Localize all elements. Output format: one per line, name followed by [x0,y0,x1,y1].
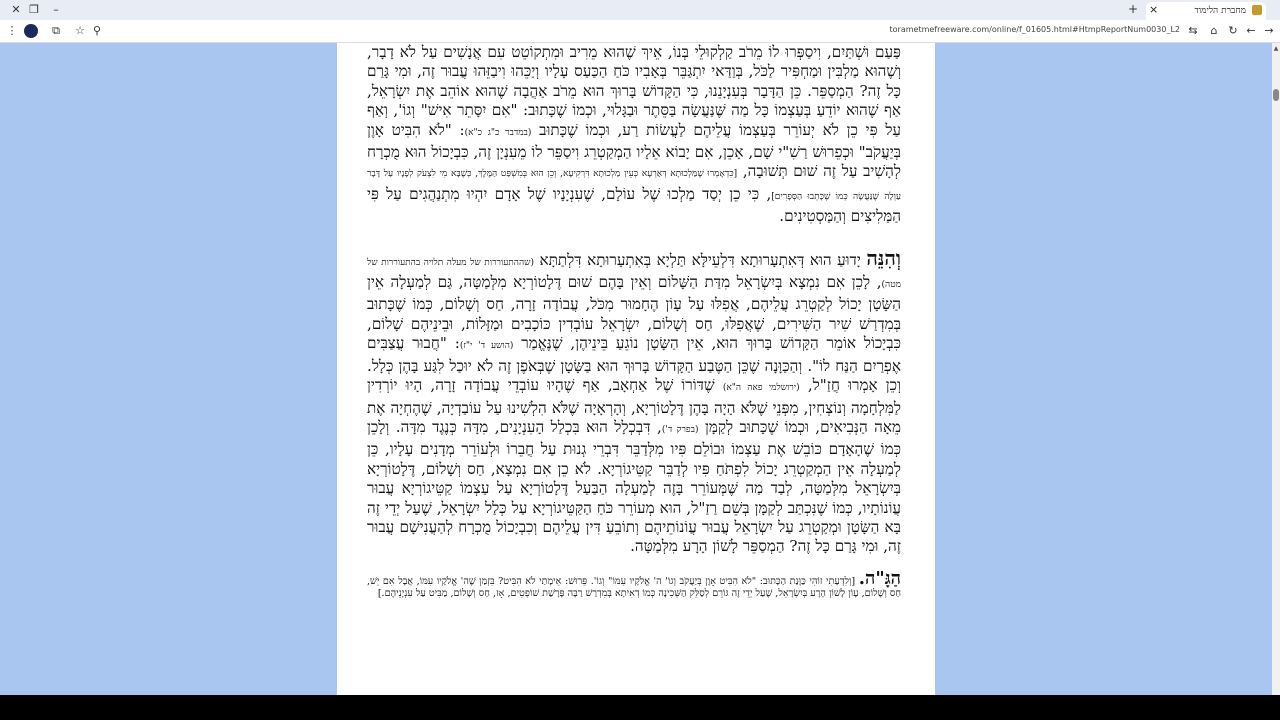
tab-active[interactable] [1146,2,1266,20]
citation: (בפרק ד') [661,424,699,435]
bottom-bar [0,695,1280,720]
close-window-icon[interactable]: ✕ [11,3,21,16]
address-bar[interactable]: torametmefreeware.com/online/f_01605.html#HtmpReportNum0030_L2 [889,25,1180,34]
page-viewport [0,43,1272,695]
paragraph-lead-word: וְהִנֵּה [866,245,901,270]
tab-title: מחברת הלימוד [1194,6,1246,16]
bracket-note: [כִּדְאָמְרוּ שֶׁמַּלְכוּתָא דְּאַרְעָא כְּעֵין מַלְכוּתָא דִּרְקִיעָא, וְכֵן הוּא בְּמִשְׁפַּט הַמֶּלֶךְ, כְּשֶׁבָּא מִי לִצְעֹק לְפָנָיו עַל דָּבָר עַוְלָה שֶׁנַּעֲשָׂה כְּמוֹ שֶׁכָּתְבוּ הַסְּפָרִים] [367,169,901,202]
restore-window-icon[interactable]: ❐ [29,3,39,16]
reload-icon[interactable]: ↻ [1228,24,1238,37]
hagah-note: הַגָּ"ה. [וְלִדְעָתִי זוֹהִי כַּוָּנַת הַכָּתוּב: "לֹא הִבִּיט אָוֶן בְּיַעֲקֹב וְגוֹ' ה' אֱלֹקָיו עִמּוֹ" וְגוֹ'. פֵּרוּשׁ: אֵימָתַי לֹא הִבִּיט? בִּזְמַן שֶׁה' אֱלֹקָיו עִמּוֹ, אֲבָל אִם יֵשׁ, חַס וְשָׁלוֹם, עָוֹן לָשׁוֹן הָרָע בְּיִשְׂרָאֵל, שֶׁעַל יְדֵי זֶה גּוֹרֵם לְסַלֵּק הַשְּׁכִינָה כְּמוֹ דְאִיתָא בְּמִדְרַשׁ רַבָּה פָּרָשַׁת שׁוֹפְטִים, אָז, חַס וְשָׁלוֹם, מַבִּיט עַל עִנְיָנֵיהֶם.] [367,567,901,600]
new-tab-button[interactable]: + [1128,2,1139,16]
document-content [367,43,901,601]
citation: (שההתעוררות של מעלה תלויה בהתעוררות של מטה) [367,257,901,291]
citation: (הושע ד' י"ז) [459,341,514,352]
home-icon[interactable]: ⌂ [1210,24,1218,37]
menu-icon[interactable]: ⋮ [6,24,18,37]
browser-toolbar [0,20,1280,43]
note-heading: הַגָּ"ה. [858,567,901,589]
tab-close-icon[interactable]: × [1149,3,1159,16]
avatar[interactable] [24,24,38,38]
back-icon[interactable]: ← [1246,24,1256,37]
citation: (במדבר כ"ג כ"א) [464,127,532,138]
bookmark-star-icon[interactable]: ☆ [75,24,85,37]
document-page [337,43,935,695]
citation: (ירושלמי פאה ה"א) [722,383,800,394]
forward-icon[interactable]: → [1264,24,1274,37]
scroll-up-icon[interactable]: ▲ [1273,45,1279,52]
translate-icon[interactable]: ⇆ [1188,24,1198,37]
tab-strip [0,0,1280,20]
scrollbar-thumb[interactable] [1273,89,1279,101]
vertical-scrollbar[interactable] [1272,43,1280,695]
favicon-icon [1252,5,1262,15]
minimize-window-icon[interactable]: – [53,3,59,16]
extensions-icon[interactable]: ⧉ [52,24,60,37]
paragraph-1: פַּעַם וּשְׁתַּיִם, וִיסַפְּרוּ לוֹ מֵרֹב קַלְקוּלֵי בְּנוֹ, אֵיךְ שֶׁהוּא מֵרִיב וּמִתְקוֹטֵט עִם אֲנָשִׁים עַל לֹא דָבָר, וְשֶׁהוּא מַלְבִּין וּמַחְפִּיר לַכֹּל, בְּוַדַּאי יִתְגַּבֵּר בְּאָבִיו כֹּחַ הַכַּעַס עָלָיו וְיַכֵּהוּ וִיבַזֵּהוּ עֲבוּר זֶה, וּמִי גָּרַם כָּל זֶה? הַמְסַפֵּר. כֵּן הַדָּבָר בְּעִנְיָנֵנוּ, כִּי הַקָּדוֹשׁ בָּרוּךְ הוּא מֵרֹב אַהֲבָה שֶׁהוּא אוֹהֵב אֶת יִשְׂרָאֵל, אַף שֶׁהוּא יוֹדֵעַ בְּעַצְמוֹ כָּל מַה שֶּׁנַּעֲשָׂה בַּסֵּתֶר וּבַגָּלוּי, וּכְמוֹ שֶׁכָּתוּב: "אִם יִסָּתֵר אִישׁ" וְגוֹ', וְאַף עַל פִּי כֵן לֹא יְעוֹרֵר בְּעַצְמוֹ עֲלֵיהֶם לַעֲשׂוֹת רַע, וּכְמוֹ שֶׁכָּתוּב (במדבר כ"ג כ"א): "לֹא הִבִּיט אָוֶן בְּיַעֲקֹב" וּכְפֵרוּשׁ רַשִׁ"י שָׁם, אָכֵן, אִם יָבוֹא אֵלָיו הַמְקַטְרֵג וִיסַפֵּר לוֹ מֵעִנְיָן זֶה, כִּבְיָכוֹל הוּא מֻכְרָח לְהָשִׁיב עַל זֶה שׁוּם תְּשׁוּבָה, [כִּדְאָמְרוּ שֶׁמַּלְכוּתָא דְּאַרְעָא כְּעֵין מַלְכוּתָא דִּרְקִיעָא, וְכֵן הוּא בְּמִשְׁפַּט הַמֶּלֶךְ, כְּשֶׁבָּא מִי לִצְעֹק לְפָנָיו עַל דָּבָר עַוְלָה שֶׁנַּעֲשָׂה כְּמוֹ שֶׁכָּתְבוּ הַסְּפָרִים], כִּי כֵן יְסַד מַלְכוּ שֶׁל עוֹלָם, שֶׁעִנְיָנָיו שֶׁל אָדָם יִהְיוּ מִתְנַהֲגִים עַל פִּי הַמַּלִיצִים וְהַמַּסְטִינִים. [367,43,902,226]
paragraph-2: וְהִנֵּה יָדוּעַ הוּא דְּאִתְעָרוּתָא דִּלְעֵילָּא תַּלְיָא בְּאִתְעָרוּתָא דִּלְתַתָּא (שההתעוררות של מעלה תלויה בהתעוררות של מטה), לָכֵן אִם נִמְצָא בְּיִשְׂרָאֵל מִדַּת הַשָּׁלוֹם וְאֵין בָּהֶם שׁוּם דֶּלָטוֹרְיָא מִלְּמַטָּה, גַּם לְמַעְלָה אֵין הַשָּׂטָן יָכוֹל לְקַטְרֵג עֲלֵיהֶם, אֲפִלּוּ עַל עָוֹן הֶחָמוּר מִכֹּל, עֲבוֹדָה זָרָה, חַס וְשָׁלוֹם, כְּמוֹ שֶׁכָּתוּב בְּמִדְרַשׁ שִׁיר הַשִּׁירִים, שֶׁאֲפִלּוּ, חַס וְשָׁלוֹם, יִשְׂרָאֵל עוֹבְדִין כּוֹכָבִים וּמַזָּלוֹת, וּבֵינֵיהֶם שָׁלוֹם, כִּבְיָכוֹל אוֹמֵר הַקָּדוֹשׁ בָּרוּךְ הוּא, אֵין הַשָּׂטָן נוֹגֵעַ בֵּינֵיהֶן, שֶׁנֶּאֱמַר (הושע ד' י"ז): "חֲבוּר עֲצַבִּים אֶפְרַיִם הַנַּח לוֹ". וְהַכַּוָּנָה שֶׁכֵּן הַטֶּבַע הַקָּדוֹשׁ בָּרוּךְ הוּא בַּשָּׂטָן שֶׁבְּאֹפֶן זֶה לֹא יוּכַל לִגַּע בָּהֶן כְּלָל. וְכֵן אָמְרוּ חֲזַ"ל, (ירושלמי פאה ה"א) שֶׁדּוֹרוֹ שֶׁל אַחְאָב, אַף שֶׁהָיוּ עוֹבְדֵי עֲבוֹדָה זָרָה, הָיוּ יוֹרְדִין לַמִּלְחָמָה וְנוֹצְחִין, מִפְּנֵי שֶׁלֹּא הָיָה בָּהֶן דֶּלָטוֹרְיָא, וְהָרְאָיָה שֶׁלֹּא הִלְשִׁינוּ עַל עוֹבַדְיָה, שֶׁהֶחְיָה אֶת מֵאָה הַנְּבִיאִים, וּכְמוֹ שֶׁכָּתוּב לְקַמָּן (בפרק ד'), דִּבְכְלָל הוּא בִּכְלַל הָעִנְיָנִים, מִדָּה כְּנֶגֶד מִדָּה. וְלָכֵן כְּמוֹ שֶׁהָאָדָם כּוֹבֵשׁ אֶת עַצְמוֹ וּבוֹלֵם פִּיו מִלְּדַבֵּר דִּבְרֵי גְנוּת עַל חֲבֵרוֹ וּלְעוֹרֵר מְדָנִים עָלָיו, כֵּן לְמַעְלָה אֵין הַמְקַטְרֵג יָכוֹל לִפְתֹּחַ פִּיו לְדַבֵּר קַטֵּיגוֹרְיָא. לֹא כֵן אִם נִמְצָא, חַס וְשָׁלוֹם, דֶּלָטוֹרְיָא בְּיִשְׂרָאֵל מִלְּמַטָּה, לְבַד מַה שֶּׁמְּעוֹרֵר בָּזֶה לְמַעְלָה הַבַּעַל דֶּלָטוֹרְיָא עַל עַצְמוֹ קַטֵּיגוֹרְיָא עֲבוּר עֲוֹנוֹתָיו, כְּמוֹ שֶׁנִּכְתַּב לְקַמָּן בְּשֵׁם רַזַ"ל, הוּא מְעוֹרֵר כֹּחַ הַקַּטֵּיגוֹרְיָא עַל כְּלַל יִשְׂרָאֵל, שֶׁעַל יְדֵי זֶה בָּא הַשָּׂטָן וּמְקַטְרֵג עַל יִשְׂרָאֵל עֲבוּר עֲוֹנוֹתֵיהֶם וְתוֹבֵעַ דִּין עֲלֵיהֶם וְכִבְיָכוֹל מֻכְרָח לְהַעֲנִישָׁם עֲבוּר זֶה, וּמִי גָּרַם כָּל זֶה? הַמְסַפֵּר לָשׁוֹן הָרָע מִלְּמַטָּה. [367,245,902,556]
search-icon[interactable]: ⚲ [92,24,102,37]
